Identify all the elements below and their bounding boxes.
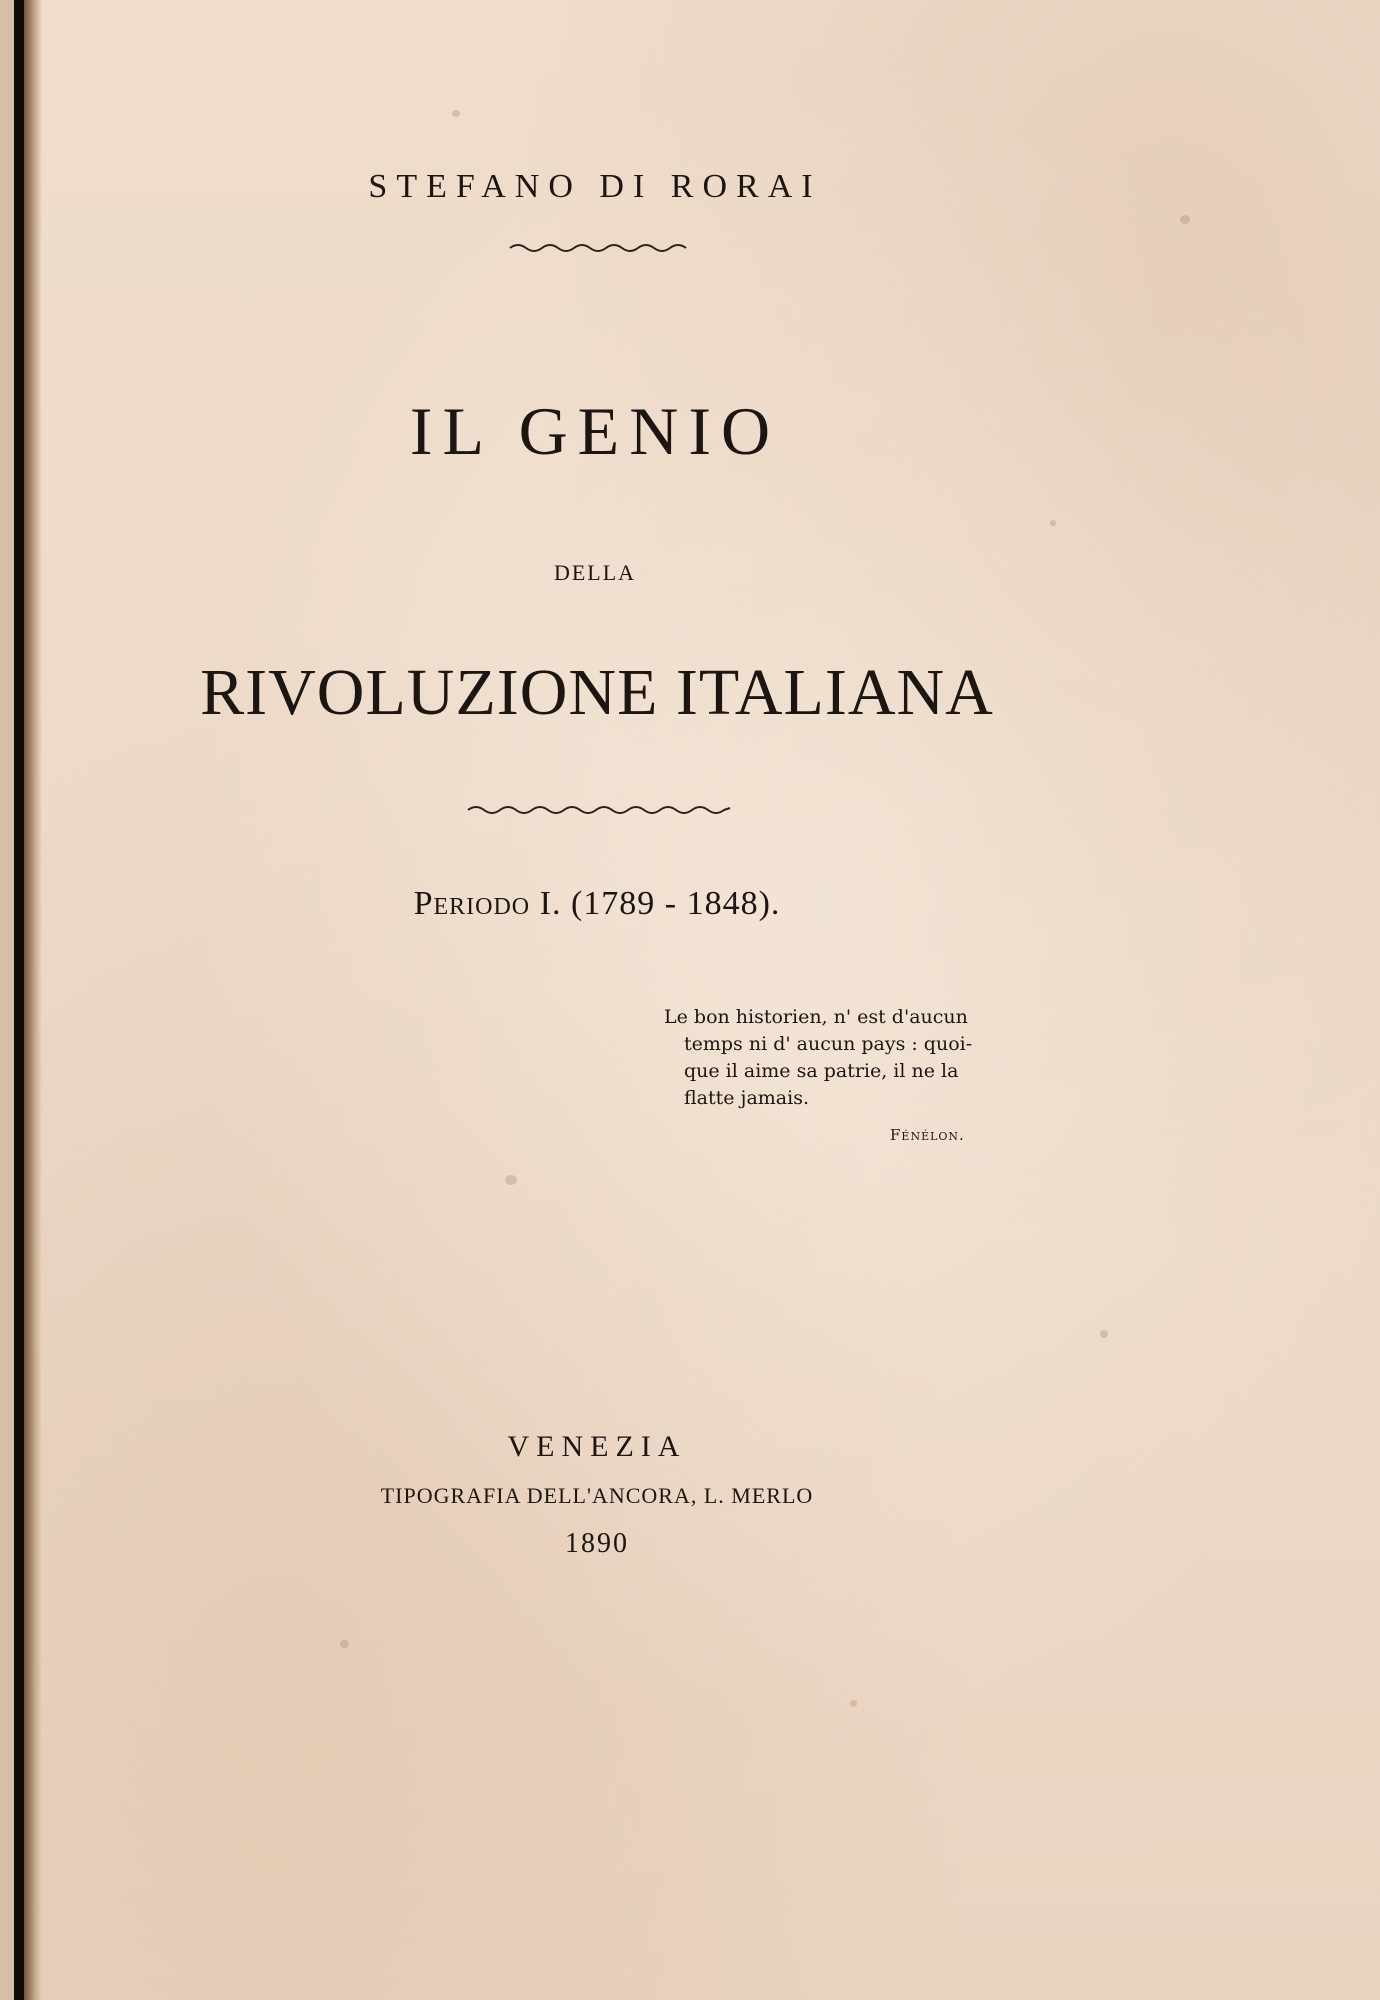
- epigraph-line: temps ni d' aucun pays : quoi-: [684, 1033, 973, 1055]
- foxing-spot: [452, 110, 460, 117]
- foxing-spot: [850, 1700, 857, 1707]
- title-connector: DELLA: [553, 560, 637, 585]
- foxing-spot: [1180, 215, 1190, 224]
- period-line: [0, 885, 1194, 923]
- foxing-spot: [1100, 1330, 1108, 1338]
- imprint-year: 1890: [565, 1528, 629, 1559]
- book-title: IL GENIO: [409, 393, 781, 469]
- wavy-rule-middle: [466, 802, 732, 816]
- foxing-spot: [340, 1640, 349, 1648]
- wavy-rule-top: [508, 240, 688, 254]
- epigraph-attribution: Fénélon.: [890, 1126, 965, 1144]
- epigraph-line: flatte jamais.: [684, 1087, 809, 1109]
- imprint-printer: TIPOGRAFIA DELL'ANCORA, L. MERLO: [380, 1483, 814, 1508]
- period-label: Periodo: [413, 885, 531, 922]
- foxing-spot: [1050, 520, 1056, 526]
- period-dates: I. (1789 - 1848).: [530, 885, 781, 922]
- epigraph: [664, 1004, 1024, 1112]
- author-name: STEFANO DI RORAI: [368, 168, 822, 205]
- imprint-city: VENEZIA: [507, 1430, 687, 1463]
- page-fold: [0, 0, 14, 2000]
- binding-shadow: [14, 0, 24, 2000]
- book-binding-edge: [0, 0, 42, 2000]
- epigraph-line: Le bon historien, n' est d'aucun: [664, 1006, 968, 1028]
- book-subtitle: RIVOLUZIONE ITALIANA: [200, 656, 994, 729]
- foxing-spot: [505, 1175, 517, 1185]
- epigraph-line: que il aime sa patrie, il ne la: [684, 1060, 959, 1082]
